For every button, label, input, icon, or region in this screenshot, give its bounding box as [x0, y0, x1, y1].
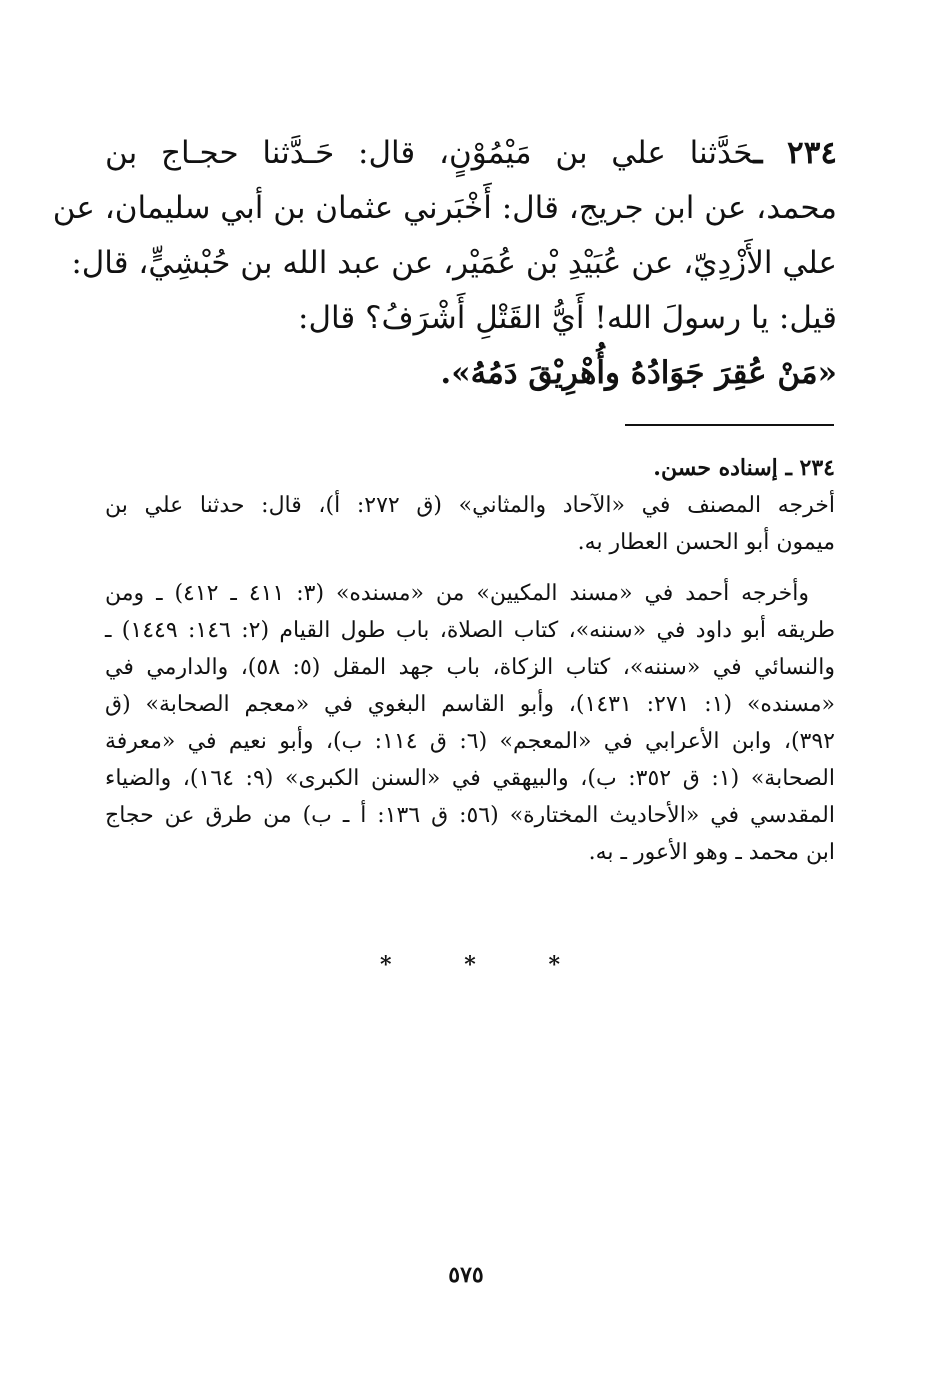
- footnote-p2-line-8: ابن محمد ـ وهو الأعور ـ به.: [588, 840, 835, 865]
- footnote-p2-line-6: الصحابة» (١: ق ٣٥٢: ب)، والبيهقي في «السنن الكبرى» (٩: ١٦٤)، والضياء: [105, 766, 835, 791]
- hadith-line-4: قيل: يا رسولَ الله! أَيُّ القَتْلِ أَشْرَفُ؟ قال:: [298, 300, 837, 336]
- hadith-line-2: محمد، عن ابن جريج، قال: أَخْبَرني عثمان بن أبي سليمان، عن: [52, 190, 837, 226]
- page-number: ٥٧٥: [448, 1262, 484, 1288]
- footnote-p2-line-5: ٣٩٢)، وابن الأعرابي في «المعجم» (٦: ق ١١٤: ب)، وأبو نعيم في «معرفة: [105, 729, 835, 754]
- footnote-paragraph-2: [105, 575, 835, 871]
- separator-star-icon: *: [380, 952, 392, 978]
- footnote-p1-line-2: ميمون أبو الحسن العطار به.: [577, 530, 835, 555]
- separator-star-icon: *: [548, 952, 560, 978]
- footnote-title: ٢٣٤ ـ إسناده حسن.: [653, 455, 835, 481]
- hadith-line-1-text: حَدَّثنا علي بن مَيْمُوْنٍ، قال: حَـدَّثنا حجـاج بن: [105, 135, 754, 171]
- footnote-paragraph-1: [105, 487, 835, 561]
- hadith-quote: «مَنْ عُقِرَ جَوَادُهُ وأُهْرِيْقَ دَمُهُ».: [440, 355, 837, 391]
- footnote-p2-line-4: «مسنده» (١: ٢٧١: ١٤٣١)، وأبو القاسم البغوي في «معجم الصحابة» (ق: [105, 692, 836, 717]
- footnotes: [105, 450, 835, 871]
- footnote-p2-line-2: طريقه أبو داود في «سننه»، كتاب الصلاة، باب طول القيام (٢: ١٤٦: ١٤٤٩) ـ: [105, 618, 836, 643]
- footnote-divider: [625, 424, 834, 426]
- footnote-p2-line-3: والنسائي في «سننه»، كتاب الزكاة، باب جهد المقل (٥: ٥٨)، والدارمي في: [105, 655, 835, 680]
- hadith-number: ٢٣٤ ـ: [753, 135, 837, 171]
- section-separator: [380, 952, 560, 978]
- footnote-p2-line-7: المقدسي في «الأحاديث المختارة» (٥٦: ق ١٣٦: أ ـ ب) من طرق عن حجاج: [105, 803, 835, 828]
- hadith-line-1: [105, 126, 837, 181]
- hadith-text: [52, 126, 837, 401]
- hadith-line-3: علي الأَزْدِيّ، عن عُبَيْدِ بْن عُمَيْر، عن عبد الله بن حُبْشِيٍّ، قال:: [71, 245, 837, 281]
- footnote-p2-line-1: وأخرجه أحمد في «مسند المكيين» من «مسنده» (٣: ٤١١ ـ ٤١٢) ـ ومن: [105, 581, 810, 606]
- footnote-p1-line-1: أخرجه المصنف في «الآحاد والمثاني» (ق ٢٧٢: أ)، قال: حدثنا علي بن: [105, 493, 835, 518]
- separator-star-icon: *: [464, 952, 476, 978]
